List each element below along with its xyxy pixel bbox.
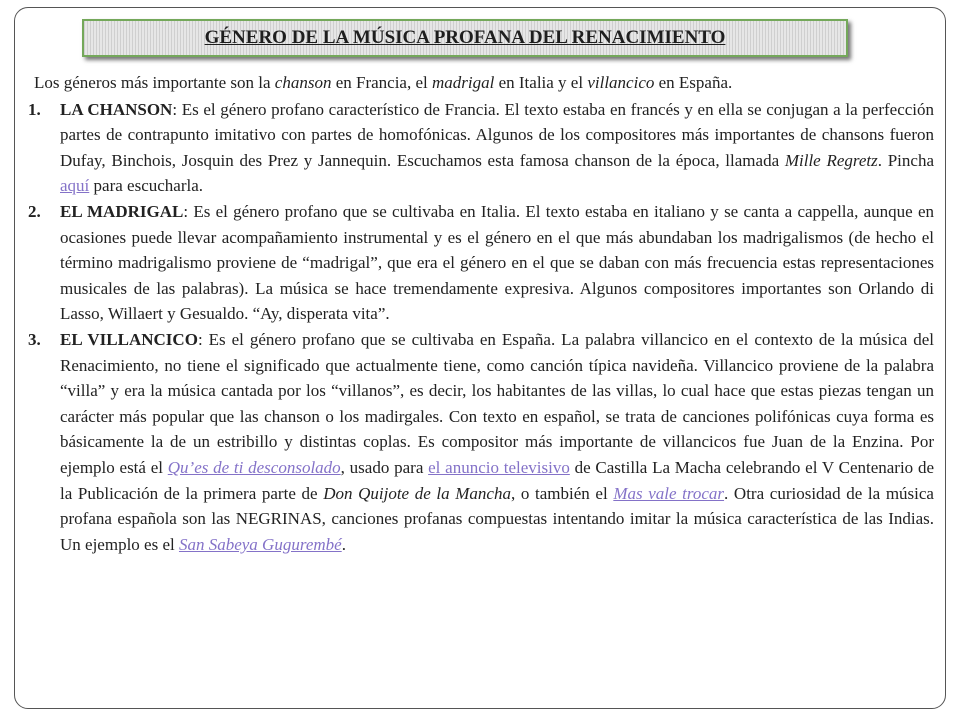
link-anuncio-televisivo[interactable]: el anuncio televisivo [428, 457, 570, 477]
item-text: , o también el [510, 483, 614, 503]
page-title: GÉNERO DE LA MÚSICA PROFANA DEL RENACIMIENTO [204, 27, 726, 48]
intro-text: Los géneros más importante son la [34, 73, 275, 92]
intro-text: en Italia y el [494, 73, 588, 92]
intro-text: en Francia, el [331, 73, 432, 92]
intro-chanson: chanson [274, 73, 332, 92]
list-item-madrigal [28, 199, 934, 327]
intro-villancico: villancico [587, 73, 655, 92]
list-item-villancico [28, 327, 935, 557]
item-text: . [341, 534, 346, 554]
intro-madrigal: madrigal [432, 73, 495, 92]
intro-paragraph [34, 70, 934, 96]
item-text: : Es el género profano característico de Francia. El texto estaba en francés y en ella se conjugan a la perfección partes de contrapunto imitativo con partes de homofónicas. Algunos de los compositores más importantes de chansons fueron Dufay, Binchois, Josquin des Prez y Jannequin. Escuchamos esta famosa chanson de la época, llamada [60, 99, 935, 170]
item-text: . Pincha [877, 150, 934, 170]
item-heading: LA CHANSON [60, 99, 173, 119]
item-text: de Castilla La Macha celebrando el V Centenario de la Publicación de la primera parte de [60, 457, 934, 503]
item-text: : Es el género profano que se cultivaba en Italia. El texto estaba en italiano y se canta a cappella, aunque en ocasiones puede llevar acompañamiento instrumental y es el género en el que más abundaban los madrigalismos (de hecho el término madrigalismo proviene de “madrigal”, que era el género en el que se daban con más frecuencia estas representaciones musicales de las palabras). La música se hace tremendamente expresiva. Algunos compositores importantes son Orlando di Lasso, Willaert y Gesualdo. “Ay, disperata vita”. [60, 201, 934, 324]
list-item-chanson [28, 97, 935, 199]
item-number: 2. [28, 201, 41, 221]
item-heading: EL MADRIGAL [60, 201, 184, 221]
title-banner [82, 19, 848, 57]
item-text: : Es el género profano que se cultivaba en España. La palabra villancico en el contexto de la música del Renacimiento, no tiene el significado que actualmente tiene, como canción típica navideña. Villancico proviene de la palabra “villa” y era la música cantada por los “villanos”, es decir, los habitantes de las villas, lo cual hace que estas piezas tengan un carácter más popular que las chanson o los madirgales. Con texto en español, se trata de canciones polifónicas cuya forma es básicamente la de un estribillo y distintas coplas. Es compositor más importante de villancicos fue Juan de la Enzina. Por ejemplo está el [60, 329, 935, 477]
item-text: . Otra curiosidad de la música profana española son las NEGRINAS, canciones profanas compuestas intentando imitar la música característica de las Indias. Un ejemplo es el [60, 483, 934, 554]
intro-text: en España. [654, 73, 733, 92]
book-title: Don Quijote de la Mancha [323, 483, 511, 503]
link-ques-de-ti[interactable]: Qu’es de ti desconsolado [167, 457, 341, 477]
listen-link[interactable]: aquí [60, 176, 90, 196]
link-mas-vale-trocar[interactable]: Mas vale trocar [613, 483, 725, 503]
item-number: 1. [28, 99, 41, 119]
work-title: Mille Regretz [784, 150, 878, 170]
item-text: , usado para [340, 457, 429, 477]
item-text: para escucharla. [89, 176, 204, 196]
link-san-sabeya[interactable]: San Sabeya Gugurembé [178, 534, 342, 554]
slide-content [28, 70, 935, 557]
item-number: 3. [28, 329, 41, 349]
item-heading: EL VILLANCICO [60, 329, 198, 349]
